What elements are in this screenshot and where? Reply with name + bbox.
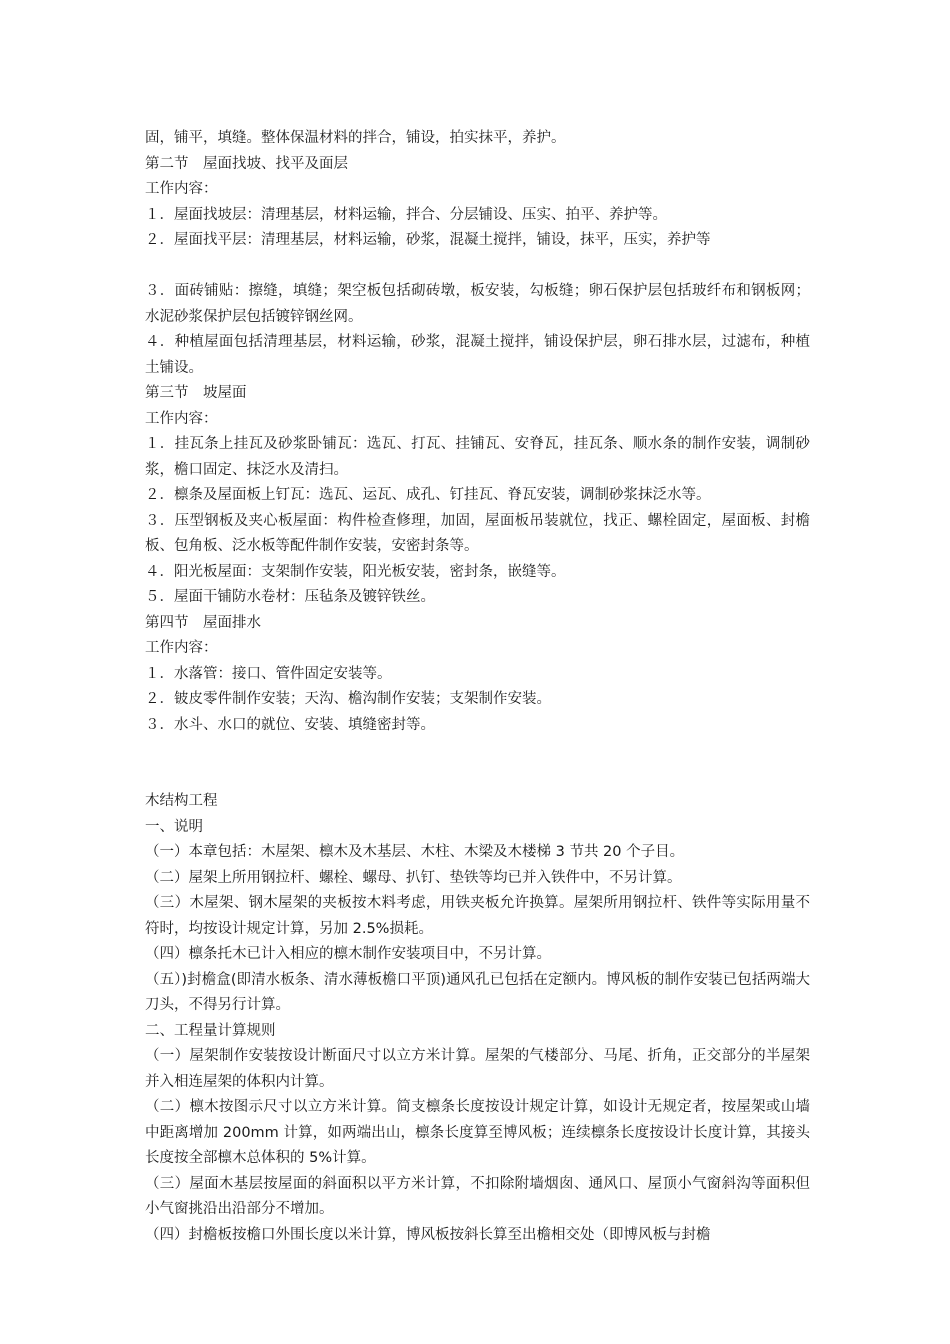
clause-paragraph: （五）)封檐盒(即清水板条、清水薄板檐口平顶)通风孔已包括在定额内。博风板的制作安装已包括两端大刀头，不得另行计算。 [145,971,810,1013]
work-content-label: 工作内容： [145,640,218,656]
clause-paragraph: （二）屋架上所用钢拉杆、螺栓、螺母、扒钉、垫铁等均已并入铁件中，不另计算。 [145,869,682,886]
document-page [145,126,810,1248]
list-item: ３．面砖铺贴：擦缝，填缝；架空板包括砌砖墩，板安装，勾板缝；卵石保护层包括玻纤布和钢板网；水泥砂浆保护层包括镀锌钢丝网。 [145,283,810,325]
clause-paragraph: （三）木屋架、钢木屋架的夹板按木料考虑，用铁夹板允许换算。屋架所用钢拉杆、铁件等实际用量不符时，均按设计规定计算，另加 2.5%损耗。 [145,895,810,937]
list-item: １．水落管：接口、管件固定安装等。 [145,665,392,682]
rule-paragraph: （四）封檐板按檐口外围长度以米计算，博风板按斜长算至出檐相交处（即博风板与封檐 [145,1226,711,1243]
list-item: ４．阳光板屋面：支架制作安装，阳光板安装，密封条，嵌缝等。 [145,563,566,580]
blank-line [145,254,810,280]
list-item: ５．屋面干铺防水卷材：压毡条及镀锌铁丝。 [145,589,435,605]
clause-paragraph: （四）檩条托木已计入相应的檩木制作安装项目中，不另计算。 [145,946,551,962]
section-heading-2: 第二节 屋面找坡、找平及面层 [145,155,348,172]
rule-paragraph: （三）屋面木基层按屋面的斜面积以平方米计算，不扣除附墙烟囱、通风口、屋顶小气窗斜沟等面积但小气窗挑沿出沿部分不增加。 [145,1175,810,1217]
section-heading-3: 第三节 坡屋面 [145,385,247,401]
blank-gap [145,738,810,789]
list-item: ２．檩条及屋面板上钉瓦：选瓦、运瓦、成孔、钉挂瓦、脊瓦安装，调制砂浆抹泛水等。 [145,487,711,503]
rule-paragraph: （一）屋架制作安装按设计断面尺寸以立方米计算。屋架的气楼部分、马尾、折角，正交部分的半屋架并入相连屋架的体积内计算。 [145,1048,810,1090]
list-item: ２．铍皮零件制作安装；天沟、檐沟制作安装；支架制作安装。 [145,691,551,707]
subsection-heading: 一、说明 [145,818,203,835]
section-heading-4: 第四节 屋面排水 [145,614,261,631]
list-item: ３．水斗、水口的就位、安装、填缝密封等。 [145,716,435,733]
work-content-label: 工作内容： [145,181,218,197]
rule-paragraph: （二）檩木按图示尺寸以立方米计算。简支檩条长度按设计规定计算，如设计无规定者，按屋架或山墙中距离增加 200mm 计算，如两端出山，檩条长度算至博风板；连续檩条长度按设计长度计算，其接头长度按全部檩木总体积的 5%计算。 [145,1099,810,1166]
list-item: １．挂瓦条上挂瓦及砂浆卧铺瓦：选瓦、打瓦、挂铺瓦、安脊瓦，挂瓦条、顺水条的制作安装，调制砂浆，檐口固定、抹泛水及清扫。 [145,436,810,478]
clause-paragraph: （一）本章包括：木屋架、檩木及木基层、木柱、木梁及木楼梯 3 节共 20 个子目。 [145,844,685,860]
list-item: ２．屋面找平层：清理基层，材料运输，砂浆，混凝土搅拌，铺设，抹平，压实，养护等 [145,232,711,248]
paragraph-continuation: 固，铺平，填缝。整体保温材料的拌合，铺设，拍实抹平，养护。 [145,130,566,146]
list-item: ４．种植屋面包括清理基层，材料运输，砂浆，混凝土搅拌，铺设保护层，卵石排水层，过滤布，种植土铺设。 [145,334,810,376]
subsection-heading: 二、工程量计算规则 [145,1022,276,1039]
chapter-title: 木结构工程 [145,793,218,809]
work-content-label: 工作内容： [145,410,218,427]
list-item: ３．压型钢板及夹心板屋面：构件检查修理，加固，屋面板吊装就位，找正、螺栓固定，屋面板、封檐板、包角板、泛水板等配件制作安装，安密封条等。 [145,512,810,554]
list-item: １．屋面找坡层：清理基层，材料运输，拌合、分层铺设、压实、拍平、养护等。 [145,206,667,223]
